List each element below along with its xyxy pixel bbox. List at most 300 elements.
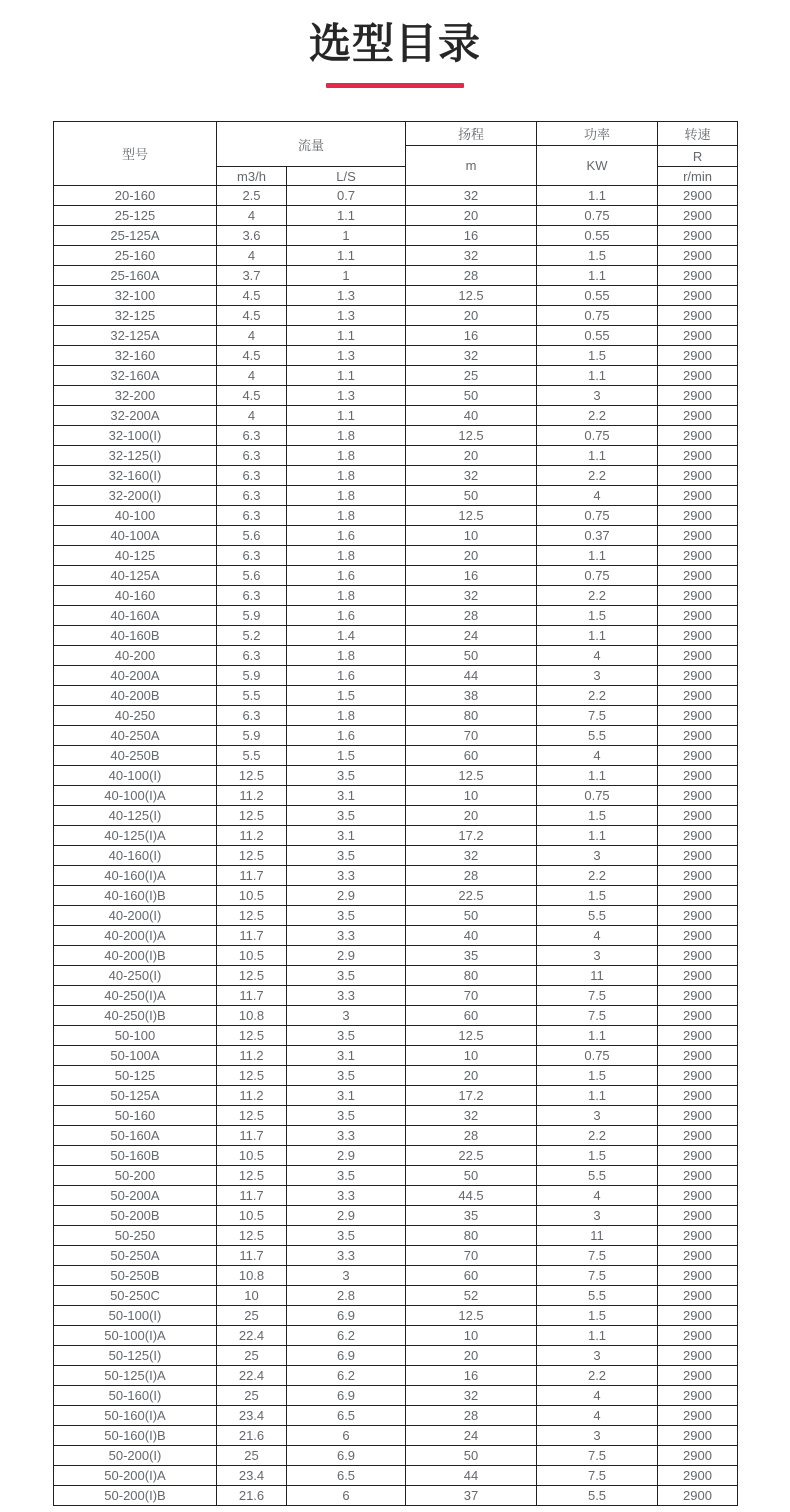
cell-flow-m3h: 11.2 xyxy=(217,826,287,846)
cell-speed-rpm: 2900 xyxy=(658,1406,738,1426)
cell-model: 50-160 xyxy=(54,1106,217,1126)
cell-flow-m3h: 25 xyxy=(217,1346,287,1366)
cell-model: 50-125(I)A xyxy=(54,1366,217,1386)
cell-flow-m3h: 25 xyxy=(217,1446,287,1466)
cell-flow-m3h: 25 xyxy=(217,1306,287,1326)
cell-power-kw: 0.75 xyxy=(537,566,658,586)
header-model: 型号 xyxy=(54,122,217,186)
cell-head-m: 12.5 xyxy=(406,766,537,786)
cell-power-kw: 2.2 xyxy=(537,866,658,886)
cell-speed-rpm: 2900 xyxy=(658,1166,738,1186)
cell-flow-m3h: 6.3 xyxy=(217,546,287,566)
cell-speed-rpm: 2900 xyxy=(658,466,738,486)
table-row xyxy=(54,306,738,326)
table-row xyxy=(54,1146,738,1166)
table-row xyxy=(54,886,738,906)
cell-model: 25-125 xyxy=(54,206,217,226)
table-row xyxy=(54,1326,738,1346)
cell-flow-ls: 3.5 xyxy=(287,966,406,986)
cell-model: 32-125(I) xyxy=(54,446,217,466)
cell-power-kw: 1.5 xyxy=(537,1146,658,1166)
cell-flow-m3h: 5.9 xyxy=(217,666,287,686)
cell-flow-m3h: 4 xyxy=(217,206,287,226)
table-row xyxy=(54,1346,738,1366)
cell-flow-ls: 0.7 xyxy=(287,186,406,206)
cell-flow-m3h: 12.5 xyxy=(217,966,287,986)
cell-speed-rpm: 2900 xyxy=(658,986,738,1006)
cell-power-kw: 3 xyxy=(537,1426,658,1446)
cell-flow-ls: 3.5 xyxy=(287,806,406,826)
cell-head-m: 32 xyxy=(406,846,537,866)
table-row xyxy=(54,726,738,746)
table-row xyxy=(54,906,738,926)
cell-power-kw: 1.1 xyxy=(537,186,658,206)
cell-flow-ls: 3.5 xyxy=(287,1106,406,1126)
cell-flow-m3h: 11.7 xyxy=(217,986,287,1006)
cell-speed-rpm: 2900 xyxy=(658,1126,738,1146)
cell-model: 50-125A xyxy=(54,1086,217,1106)
cell-head-m: 70 xyxy=(406,726,537,746)
cell-model: 50-200 xyxy=(54,1166,217,1186)
cell-head-m: 80 xyxy=(406,706,537,726)
cell-flow-ls: 3.3 xyxy=(287,1246,406,1266)
cell-power-kw: 0.55 xyxy=(537,326,658,346)
cell-flow-m3h: 6.3 xyxy=(217,446,287,466)
cell-flow-ls: 1.8 xyxy=(287,546,406,566)
table-row xyxy=(54,1066,738,1086)
table-row xyxy=(54,1466,738,1486)
cell-flow-m3h: 22.4 xyxy=(217,1366,287,1386)
cell-flow-ls: 1.8 xyxy=(287,446,406,466)
cell-head-m: 28 xyxy=(406,1406,537,1426)
cell-head-m: 10 xyxy=(406,1046,537,1066)
cell-speed-rpm: 2900 xyxy=(658,226,738,246)
cell-flow-ls: 1.1 xyxy=(287,326,406,346)
cell-head-m: 12.5 xyxy=(406,426,537,446)
cell-speed-rpm: 2900 xyxy=(658,186,738,206)
cell-power-kw: 4 xyxy=(537,746,658,766)
cell-flow-ls: 1.6 xyxy=(287,566,406,586)
header-power: 功率 xyxy=(537,122,658,146)
cell-speed-rpm: 2900 xyxy=(658,1026,738,1046)
cell-flow-m3h: 21.6 xyxy=(217,1426,287,1446)
cell-power-kw: 0.75 xyxy=(537,786,658,806)
header-flow-unit-m3h: m3/h xyxy=(217,167,287,186)
cell-speed-rpm: 2900 xyxy=(658,1386,738,1406)
page-title: 选型目录 xyxy=(308,20,481,67)
cell-model: 50-250 xyxy=(54,1226,217,1246)
cell-flow-m3h: 5.2 xyxy=(217,626,287,646)
cell-power-kw: 4 xyxy=(537,646,658,666)
cell-head-m: 16 xyxy=(406,566,537,586)
table-row xyxy=(54,506,738,526)
cell-model: 50-250B xyxy=(54,1266,217,1286)
cell-head-m: 37 xyxy=(406,1486,537,1506)
cell-model: 50-125 xyxy=(54,1066,217,1086)
cell-flow-m3h: 5.5 xyxy=(217,686,287,706)
table-row xyxy=(54,706,738,726)
cell-flow-m3h: 11.7 xyxy=(217,926,287,946)
cell-flow-m3h: 21.6 xyxy=(217,1486,287,1506)
cell-head-m: 32 xyxy=(406,1386,537,1406)
cell-speed-rpm: 2900 xyxy=(658,1146,738,1166)
cell-power-kw: 1.1 xyxy=(537,826,658,846)
cell-head-m: 50 xyxy=(406,906,537,926)
cell-flow-m3h: 5.6 xyxy=(217,566,287,586)
cell-head-m: 32 xyxy=(406,586,537,606)
cell-power-kw: 0.75 xyxy=(537,506,658,526)
cell-model: 40-200A xyxy=(54,666,217,686)
cell-speed-rpm: 2900 xyxy=(658,766,738,786)
cell-power-kw: 1.5 xyxy=(537,806,658,826)
table-row xyxy=(54,926,738,946)
cell-power-kw: 1.5 xyxy=(537,606,658,626)
cell-power-kw: 5.5 xyxy=(537,1486,658,1506)
cell-power-kw: 4 xyxy=(537,1406,658,1426)
cell-speed-rpm: 2900 xyxy=(658,1186,738,1206)
cell-flow-ls: 3.3 xyxy=(287,1126,406,1146)
cell-flow-m3h: 12.5 xyxy=(217,1166,287,1186)
cell-head-m: 32 xyxy=(406,466,537,486)
cell-speed-rpm: 2900 xyxy=(658,666,738,686)
cell-flow-m3h: 11.2 xyxy=(217,1086,287,1106)
cell-speed-rpm: 2900 xyxy=(658,686,738,706)
cell-flow-m3h: 6.3 xyxy=(217,466,287,486)
cell-flow-ls: 1.3 xyxy=(287,386,406,406)
cell-flow-ls: 3.3 xyxy=(287,1186,406,1206)
cell-power-kw: 0.75 xyxy=(537,426,658,446)
table-row xyxy=(54,1226,738,1246)
cell-flow-ls: 6.2 xyxy=(287,1326,406,1346)
cell-power-kw: 7.5 xyxy=(537,1266,658,1286)
cell-model: 50-100A xyxy=(54,1046,217,1066)
cell-flow-ls: 1.3 xyxy=(287,306,406,326)
table-row xyxy=(54,1026,738,1046)
cell-flow-ls: 1.8 xyxy=(287,646,406,666)
table-row xyxy=(54,766,738,786)
table-row xyxy=(54,1446,738,1466)
cell-speed-rpm: 2900 xyxy=(658,906,738,926)
cell-flow-m3h: 6.3 xyxy=(217,646,287,666)
cell-flow-m3h: 12.5 xyxy=(217,846,287,866)
table-row xyxy=(54,186,738,206)
cell-model: 50-125(I) xyxy=(54,1346,217,1366)
cell-model: 50-100 xyxy=(54,1026,217,1046)
cell-model: 50-250A xyxy=(54,1246,217,1266)
cell-flow-ls: 1.8 xyxy=(287,426,406,446)
cell-flow-m3h: 11.2 xyxy=(217,1046,287,1066)
cell-speed-rpm: 2900 xyxy=(658,246,738,266)
table-row xyxy=(54,1006,738,1026)
cell-flow-m3h: 3.6 xyxy=(217,226,287,246)
cell-model: 32-200(I) xyxy=(54,486,217,506)
cell-power-kw: 5.5 xyxy=(537,726,658,746)
cell-power-kw: 0.37 xyxy=(537,526,658,546)
table-row xyxy=(54,946,738,966)
cell-flow-m3h: 11.2 xyxy=(217,786,287,806)
table-row xyxy=(54,786,738,806)
cell-speed-rpm: 2900 xyxy=(658,626,738,646)
cell-model: 50-200(I) xyxy=(54,1446,217,1466)
cell-flow-m3h: 3.7 xyxy=(217,266,287,286)
table-row xyxy=(54,266,738,286)
cell-speed-rpm: 2900 xyxy=(658,786,738,806)
cell-model: 25-160 xyxy=(54,246,217,266)
cell-power-kw: 5.5 xyxy=(537,906,658,926)
cell-speed-rpm: 2900 xyxy=(658,406,738,426)
cell-flow-ls: 1.8 xyxy=(287,466,406,486)
cell-power-kw: 0.75 xyxy=(537,1046,658,1066)
cell-power-kw: 1.1 xyxy=(537,546,658,566)
table-row xyxy=(54,626,738,646)
cell-speed-rpm: 2900 xyxy=(658,1106,738,1126)
cell-head-m: 22.5 xyxy=(406,1146,537,1166)
cell-flow-ls: 2.9 xyxy=(287,946,406,966)
cell-speed-rpm: 2900 xyxy=(658,946,738,966)
cell-model: 40-125A xyxy=(54,566,217,586)
cell-speed-rpm: 2900 xyxy=(658,566,738,586)
cell-power-kw: 5.5 xyxy=(537,1286,658,1306)
table-row xyxy=(54,966,738,986)
cell-speed-rpm: 2900 xyxy=(658,1066,738,1086)
cell-flow-ls: 6 xyxy=(287,1486,406,1506)
cell-speed-rpm: 2900 xyxy=(658,886,738,906)
cell-flow-ls: 6.9 xyxy=(287,1386,406,1406)
cell-flow-m3h: 4.5 xyxy=(217,306,287,326)
cell-model: 40-160 xyxy=(54,586,217,606)
cell-speed-rpm: 2900 xyxy=(658,1206,738,1226)
cell-speed-rpm: 2900 xyxy=(658,726,738,746)
table-row xyxy=(54,1306,738,1326)
cell-speed-rpm: 2900 xyxy=(658,926,738,946)
cell-model: 40-200B xyxy=(54,686,217,706)
cell-flow-m3h: 10 xyxy=(217,1286,287,1306)
header-speed-r: R xyxy=(658,146,738,167)
cell-flow-ls: 6 xyxy=(287,1426,406,1446)
cell-flow-ls: 2.9 xyxy=(287,886,406,906)
cell-power-kw: 3 xyxy=(537,386,658,406)
cell-head-m: 32 xyxy=(406,246,537,266)
cell-speed-rpm: 2900 xyxy=(658,266,738,286)
cell-flow-ls: 1.5 xyxy=(287,746,406,766)
cell-speed-rpm: 2900 xyxy=(658,1046,738,1066)
cell-speed-rpm: 2900 xyxy=(658,1286,738,1306)
table-body xyxy=(54,186,738,1506)
cell-model: 25-125A xyxy=(54,226,217,246)
cell-model: 40-160(I)A xyxy=(54,866,217,886)
table-row xyxy=(54,326,738,346)
cell-head-m: 12.5 xyxy=(406,1026,537,1046)
cell-power-kw: 2.2 xyxy=(537,466,658,486)
cell-speed-rpm: 2900 xyxy=(658,1226,738,1246)
cell-speed-rpm: 2900 xyxy=(658,526,738,546)
cell-flow-m3h: 12.5 xyxy=(217,766,287,786)
cell-model: 50-200(I)B xyxy=(54,1486,217,1506)
cell-power-kw: 0.55 xyxy=(537,286,658,306)
cell-power-kw: 1.5 xyxy=(537,346,658,366)
table-row xyxy=(54,686,738,706)
table-row xyxy=(54,1406,738,1426)
cell-model: 50-160A xyxy=(54,1126,217,1146)
cell-power-kw: 7.5 xyxy=(537,1246,658,1266)
cell-flow-m3h: 11.7 xyxy=(217,1246,287,1266)
cell-head-m: 32 xyxy=(406,186,537,206)
cell-model: 50-100(I)A xyxy=(54,1326,217,1346)
cell-power-kw: 2.2 xyxy=(537,1366,658,1386)
cell-model: 40-250 xyxy=(54,706,217,726)
cell-flow-ls: 6.5 xyxy=(287,1406,406,1426)
cell-flow-ls: 1 xyxy=(287,266,406,286)
cell-speed-rpm: 2900 xyxy=(658,586,738,606)
cell-flow-ls: 1.1 xyxy=(287,206,406,226)
cell-head-m: 28 xyxy=(406,1126,537,1146)
cell-head-m: 32 xyxy=(406,346,537,366)
cell-head-m: 17.2 xyxy=(406,826,537,846)
cell-speed-rpm: 2900 xyxy=(658,1266,738,1286)
cell-model: 40-125(I) xyxy=(54,806,217,826)
cell-speed-rpm: 2900 xyxy=(658,1446,738,1466)
table-row xyxy=(54,1126,738,1146)
cell-head-m: 20 xyxy=(406,306,537,326)
cell-flow-m3h: 25 xyxy=(217,1386,287,1406)
cell-power-kw: 7.5 xyxy=(537,1466,658,1486)
cell-flow-ls: 3.5 xyxy=(287,846,406,866)
cell-model: 25-160A xyxy=(54,266,217,286)
cell-flow-m3h: 12.5 xyxy=(217,1026,287,1046)
table-row xyxy=(54,986,738,1006)
table-header xyxy=(54,122,738,186)
cell-speed-rpm: 2900 xyxy=(658,326,738,346)
cell-flow-ls: 1.1 xyxy=(287,366,406,386)
cell-power-kw: 7.5 xyxy=(537,1446,658,1466)
cell-power-kw: 4 xyxy=(537,926,658,946)
cell-flow-m3h: 4 xyxy=(217,246,287,266)
cell-power-kw: 1.1 xyxy=(537,1086,658,1106)
table-row xyxy=(54,406,738,426)
table-row xyxy=(54,446,738,466)
cell-speed-rpm: 2900 xyxy=(658,1006,738,1026)
cell-speed-rpm: 2900 xyxy=(658,506,738,526)
selection-catalog-section xyxy=(53,121,737,1506)
cell-head-m: 35 xyxy=(406,1206,537,1226)
cell-head-m: 28 xyxy=(406,866,537,886)
cell-flow-m3h: 6.3 xyxy=(217,706,287,726)
cell-flow-ls: 1.6 xyxy=(287,526,406,546)
table-row xyxy=(54,586,738,606)
cell-power-kw: 3 xyxy=(537,1206,658,1226)
cell-flow-m3h: 12.5 xyxy=(217,1066,287,1086)
cell-power-kw: 11 xyxy=(537,1226,658,1246)
cell-flow-ls: 6.5 xyxy=(287,1466,406,1486)
cell-head-m: 60 xyxy=(406,1006,537,1026)
table-row xyxy=(54,746,738,766)
cell-flow-ls: 3.1 xyxy=(287,786,406,806)
cell-speed-rpm: 2900 xyxy=(658,1246,738,1266)
cell-flow-m3h: 10.8 xyxy=(217,1266,287,1286)
cell-flow-m3h: 12.5 xyxy=(217,906,287,926)
cell-model: 50-250C xyxy=(54,1286,217,1306)
header-head: 扬程 xyxy=(406,122,537,146)
cell-speed-rpm: 2900 xyxy=(658,1486,738,1506)
cell-head-m: 20 xyxy=(406,446,537,466)
cell-head-m: 50 xyxy=(406,386,537,406)
cell-head-m: 28 xyxy=(406,606,537,626)
cell-head-m: 50 xyxy=(406,646,537,666)
cell-head-m: 12.5 xyxy=(406,1306,537,1326)
cell-power-kw: 3 xyxy=(537,946,658,966)
cell-head-m: 40 xyxy=(406,926,537,946)
cell-flow-m3h: 4.5 xyxy=(217,346,287,366)
cell-flow-ls: 3.3 xyxy=(287,866,406,886)
table-row xyxy=(54,666,738,686)
cell-speed-rpm: 2900 xyxy=(658,806,738,826)
table-row xyxy=(54,366,738,386)
cell-head-m: 22.5 xyxy=(406,886,537,906)
cell-model: 32-200A xyxy=(54,406,217,426)
cell-head-m: 44.5 xyxy=(406,1186,537,1206)
cell-flow-ls: 2.9 xyxy=(287,1146,406,1166)
cell-flow-m3h: 10.5 xyxy=(217,1146,287,1166)
cell-model: 40-100(I)A xyxy=(54,786,217,806)
table-row xyxy=(54,346,738,366)
cell-power-kw: 5.5 xyxy=(537,1166,658,1186)
cell-model: 40-100 xyxy=(54,506,217,526)
cell-model: 32-200 xyxy=(54,386,217,406)
cell-flow-ls: 3.1 xyxy=(287,1086,406,1106)
cell-model: 32-100 xyxy=(54,286,217,306)
table-row xyxy=(54,1186,738,1206)
cell-model: 40-250A xyxy=(54,726,217,746)
table-row xyxy=(54,1366,738,1386)
cell-head-m: 44 xyxy=(406,666,537,686)
cell-flow-m3h: 10.8 xyxy=(217,1006,287,1026)
cell-model: 40-200(I) xyxy=(54,906,217,926)
header-flow: 流量 xyxy=(217,122,406,167)
cell-flow-ls: 1.1 xyxy=(287,406,406,426)
cell-speed-rpm: 2900 xyxy=(658,386,738,406)
cell-head-m: 60 xyxy=(406,746,537,766)
header-head-unit-m: m xyxy=(406,146,537,186)
cell-model: 50-160(I)A xyxy=(54,1406,217,1426)
cell-head-m: 70 xyxy=(406,986,537,1006)
table-row xyxy=(54,386,738,406)
cell-head-m: 20 xyxy=(406,206,537,226)
cell-flow-ls: 1.8 xyxy=(287,706,406,726)
cell-speed-rpm: 2900 xyxy=(658,1306,738,1326)
cell-model: 40-160B xyxy=(54,626,217,646)
cell-head-m: 20 xyxy=(406,546,537,566)
cell-power-kw: 0.75 xyxy=(537,306,658,326)
cell-head-m: 16 xyxy=(406,1366,537,1386)
cell-speed-rpm: 2900 xyxy=(658,286,738,306)
cell-model: 40-100A xyxy=(54,526,217,546)
cell-flow-ls: 3.3 xyxy=(287,986,406,1006)
cell-flow-m3h: 6.3 xyxy=(217,426,287,446)
table-row xyxy=(54,1086,738,1106)
cell-speed-rpm: 2900 xyxy=(658,206,738,226)
cell-flow-m3h: 5.5 xyxy=(217,746,287,766)
cell-flow-m3h: 22.4 xyxy=(217,1326,287,1346)
cell-head-m: 16 xyxy=(406,226,537,246)
cell-model: 50-100(I) xyxy=(54,1306,217,1326)
cell-flow-ls: 3 xyxy=(287,1266,406,1286)
cell-model: 50-160(I) xyxy=(54,1386,217,1406)
cell-flow-ls: 1.6 xyxy=(287,666,406,686)
cell-flow-ls: 3.1 xyxy=(287,1046,406,1066)
cell-model: 40-200(I)B xyxy=(54,946,217,966)
cell-model: 32-125 xyxy=(54,306,217,326)
cell-power-kw: 3 xyxy=(537,666,658,686)
